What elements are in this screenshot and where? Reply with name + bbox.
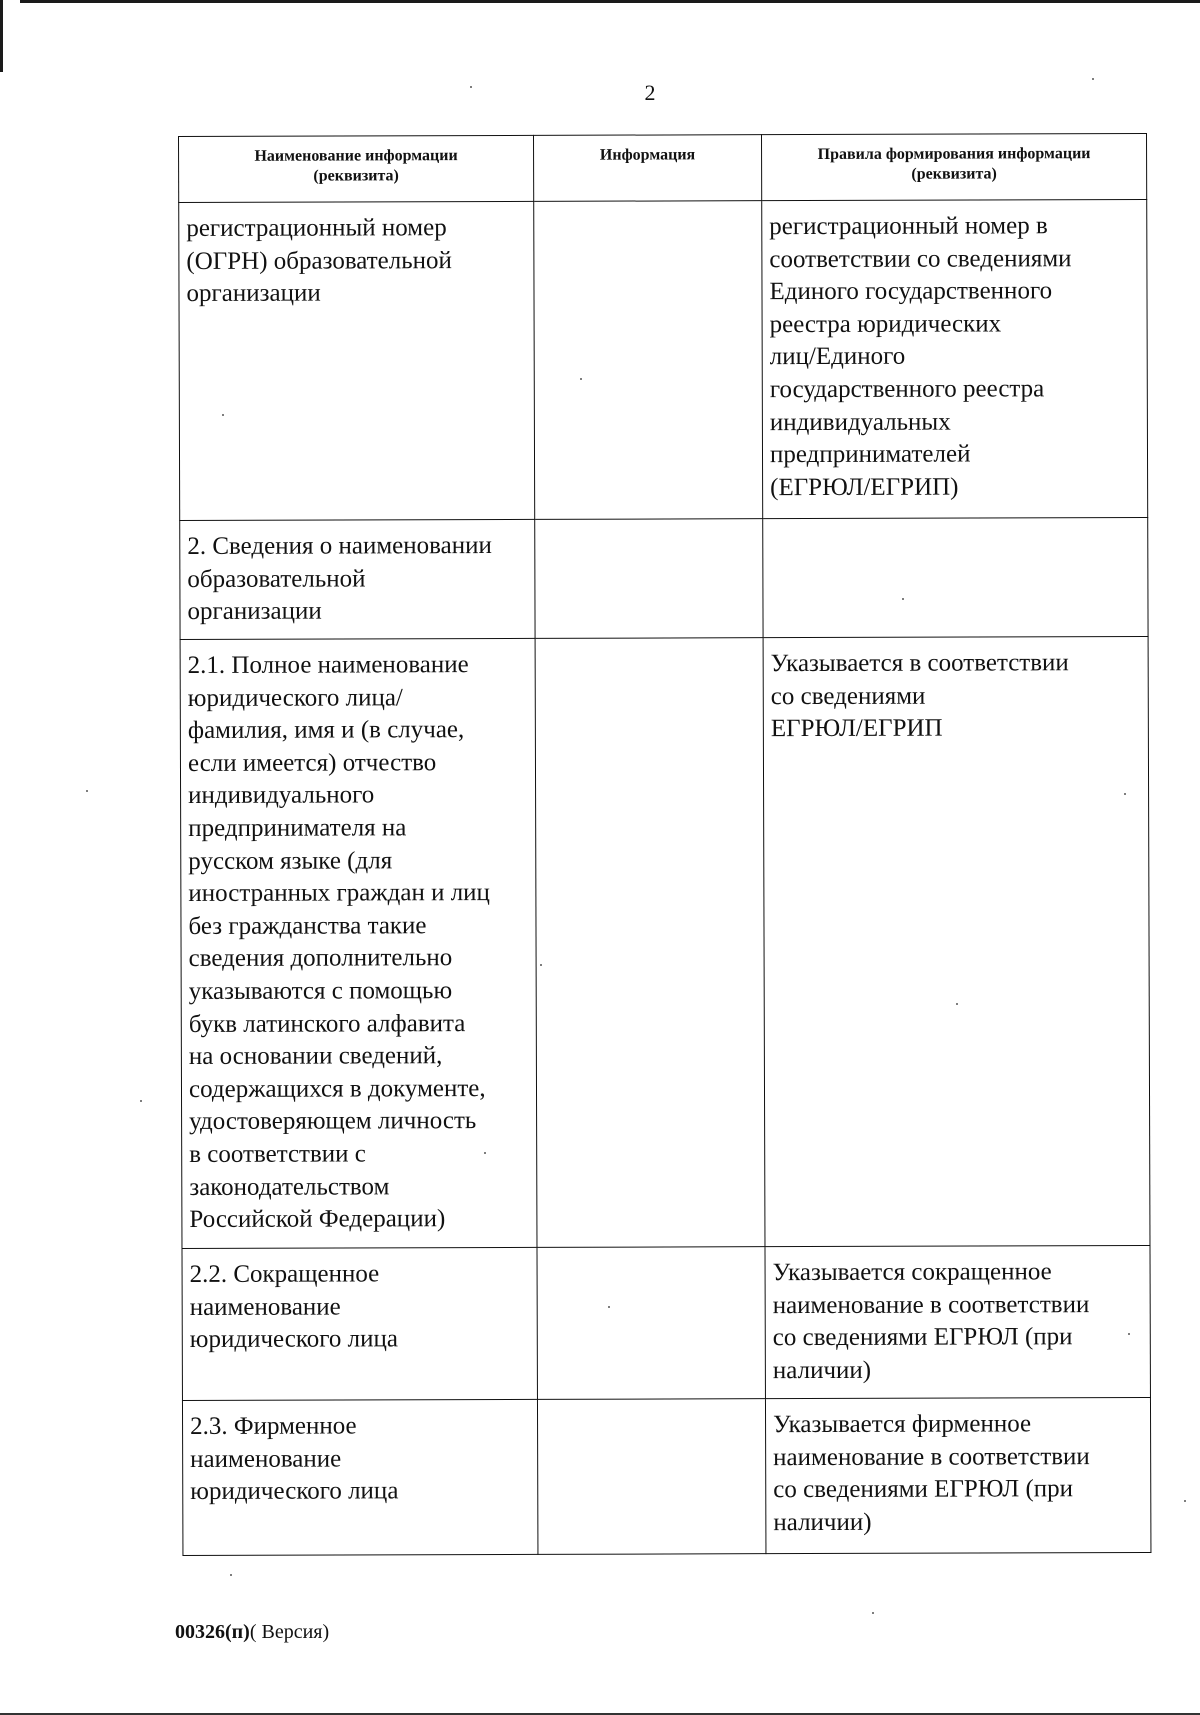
scan-speck [140, 1100, 142, 1102]
table-row [182, 1245, 1150, 1400]
scan-speck [222, 414, 224, 416]
cell-info-text [542, 529, 758, 530]
cell-name-text: 2. Сведения о наименовании образовательной организации [187, 532, 492, 626]
cell-info-text [541, 211, 757, 212]
table-row [182, 1397, 1150, 1555]
footer-version: ( Версия) [249, 1621, 330, 1643]
cell-rule-text: Указывается сокращенное наименование в соответствии со сведениями ЕГРЮЛ (при наличии) [772, 1258, 1090, 1384]
scan-speck [872, 1612, 874, 1614]
header-info-label: Информация [599, 146, 696, 164]
cell-rule [762, 199, 1148, 518]
scan-border-top [20, 0, 1200, 3]
cell-name [182, 1247, 537, 1400]
cell-info [534, 201, 763, 520]
cell-info [537, 1247, 765, 1400]
cell-rule-text: Указывается в соответствии со сведениями ЕГРЮЛ/ЕГРИП [770, 649, 1069, 743]
cell-rule [765, 1245, 1150, 1398]
cell-rule-text [770, 528, 1143, 529]
scan-speck [86, 790, 88, 792]
scan-speck [1092, 78, 1094, 80]
cell-info [537, 1399, 765, 1555]
cell-rule [763, 517, 1148, 637]
scan-speck [470, 86, 472, 88]
cell-name-text: 2.1. Полное наименование юридического лица/ фамилия, имя и (в случае, если имеется) отчество индивидуального предпринимателя на русском языке (для иностранных граждан и лиц без гражданства такие сведения дополнительно указываются с помощью букв латинского алфавита на основании сведений, содержащихся в документе, удостоверяющем личность в соответствии с законодательством Российской Федерации) [187, 651, 490, 1234]
header-rule-column [761, 133, 1146, 200]
table-row [180, 517, 1148, 639]
page-number: 2 [644, 80, 656, 105]
requisites-table [178, 133, 1151, 1556]
table-body [179, 199, 1151, 1555]
cell-name-text: регистрационный номер (ОГРН) образовательной организации [186, 214, 452, 308]
scan-speck [230, 1574, 232, 1576]
scan-speck [902, 598, 904, 600]
cell-info-text [545, 1409, 761, 1410]
header-name-column [179, 135, 534, 202]
document-footer [175, 1620, 329, 1644]
cell-rule [765, 1397, 1150, 1553]
scan-speck [608, 1306, 610, 1308]
header-rule-label: Правила формирования информации (реквизита) [817, 145, 1091, 183]
scan-border-left [0, 0, 3, 72]
cell-name [182, 1399, 537, 1555]
cell-name-text: 2.2. Сокращенное наименование юридического лица [189, 1260, 398, 1354]
cell-name-text: 2.3. Фирменное наименование юридического лица [190, 1412, 399, 1506]
header-info-column [533, 135, 761, 202]
cell-rule-text: регистрационный номер в соответствии со сведениями Единого государственного реестра юридических лиц/Единого государственного реестра индивидуальных предпринимателей (ЕГРЮЛ/ЕГРИП) [769, 212, 1072, 501]
footer-code: 00326(п) [175, 1621, 250, 1643]
header-name-label: Наименование информации (реквизита) [254, 147, 458, 185]
cell-name [179, 201, 535, 520]
cell-info [535, 519, 763, 639]
scan-speck [540, 964, 542, 966]
scan-speck [1128, 1333, 1130, 1335]
cell-info [535, 638, 765, 1248]
cell-info-text [545, 1257, 761, 1258]
cell-name [180, 519, 535, 639]
table-header [179, 133, 1147, 202]
cell-rule [763, 636, 1150, 1246]
cell-rule-text: Указывается фирменное наименование в соответствии со сведениями ЕГРЮЛ (при наличии) [773, 1410, 1090, 1536]
scan-speck [484, 1152, 486, 1154]
cell-name [180, 638, 537, 1248]
scan-speck [1124, 793, 1126, 795]
header-row [179, 133, 1147, 202]
scan-speck [1184, 1500, 1186, 1502]
table-row [180, 636, 1150, 1248]
scan-speck [580, 378, 582, 380]
table-row [179, 199, 1148, 520]
cell-info-text [543, 648, 759, 649]
scan-speck [956, 1003, 958, 1005]
